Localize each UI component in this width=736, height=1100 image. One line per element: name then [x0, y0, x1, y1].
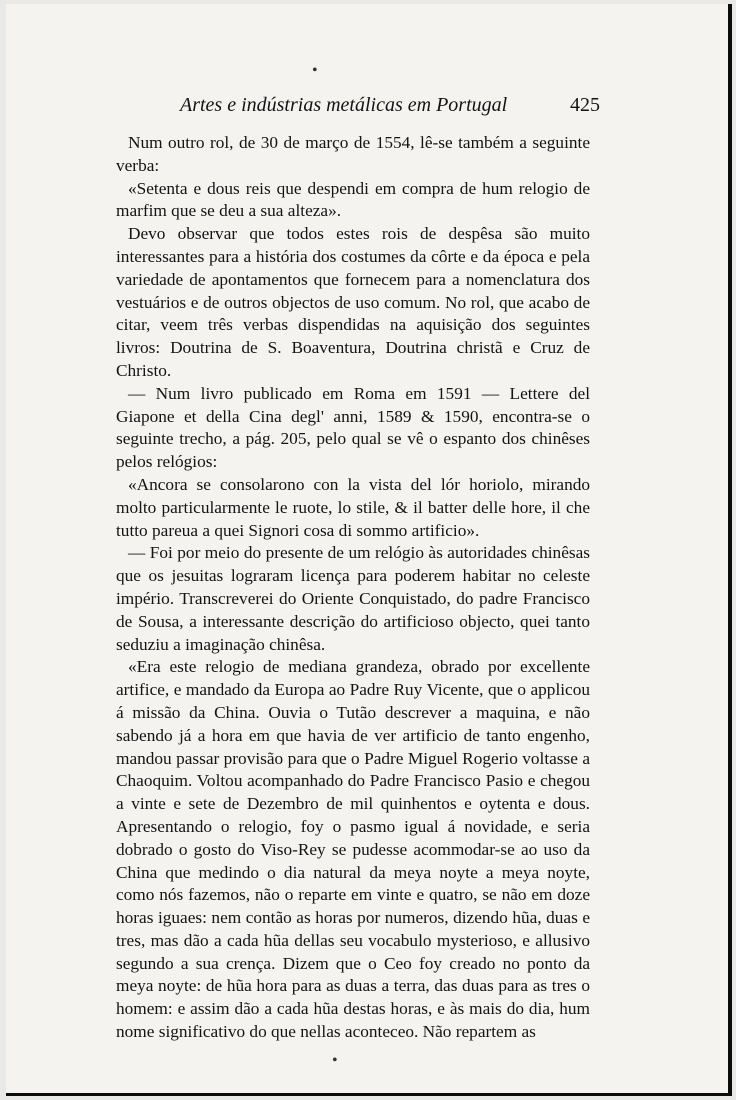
- ornament-dot: •: [312, 62, 318, 79]
- running-header: [180, 92, 600, 118]
- ornament-dot: •: [332, 1052, 338, 1069]
- running-title: Artes e indústrias metálicas em Portugal: [180, 94, 508, 116]
- page-number: 425: [570, 94, 600, 116]
- paragraph: «Era este relogio de mediana grandeza, obrado por excellente artifice, e mandado da Europa ao Padre Ruy Vicente, que o applicou á missão da China. Ouvia o Tutão descrever a maquina, e não sabendo já a hora em que havia de ver artificio de tanto engenho, mandou passar provisão para que o Padre Miguel Rogerio voltasse a Chaoquim. Voltou acompanhado do Padre Francisco Pasio e chegou a vinte e sete de Dezembro de mil quinhentos e oytenta e dous. Apresentando o relogio, foy o pasmo igual á novidade, e seria dobrado o gosto do Viso-Rey se pudesse acommodar-se ao uso da China que medindo o dia natural da meya noyte a meya noyte, como nós fazemos, não o reparte em vinte e quatro, se não em doze horas iguaes: nem contão as horas por numeros, dizendo hũa, duas e tres, mas dão a cada hũa dellas seu vocabulo mysterioso, e allusivo segundo a sua crença. Dizem que o Ceo foy creado no ponto da meya noyte: de hũa hora para as duas a terra, das duas para as tres o homem: e assim dão a cada hũa destas horas, e às mais do dia, hum nome significativo do que nellas aconteceo. Não repartem as: [116, 657, 590, 1042]
- page: [6, 4, 732, 1096]
- body-text: [116, 132, 590, 1044]
- paragraph: — Num livro publicado em Roma em 1591 — Lettere del Giapone et della Cina degl' anni, 1589 & 1590, encontra-se o seguinte trecho, a pág. 205, pelo qual se vê o espanto dos chinêses pelos relógios:: [116, 383, 590, 472]
- paragraph: Num outro rol, de 30 de março de 1554, lê-se também a seguinte verba:: [116, 133, 590, 175]
- paragraph: — Foi por meio do presente de um relógio às autoridades chinêsas que os jesuitas lograram licença para poderem habitar no celeste império. Transcreverei do Oriente Conquistado, do padre Francisco de Sousa, a interessante descrição do artificioso objecto, quei tanto seduziu a imaginação chinêsa.: [116, 543, 590, 654]
- paragraph: «Setenta e dous reis que despendi em compra de hum relogio de marfim que se deu a sua alteza».: [116, 178, 590, 221]
- paragraph: «Ancora se consolarono con la vista del lór horiolo, mirando molto particularmente le ruote, lo stile, & il batter delle hore, il che tutto pareua a quei Signori cosa di sommo artificio».: [116, 474, 590, 540]
- paragraph: Devo observar que todos estes rois de despêsa são muito interessantes para a história dos costumes da côrte e da época e pela variedade de apontamentos que fornecem para a nomenclatura dos vestuários e de outros objectos de uso comum. No rol, que acabo de citar, veem três verbas dispendidas na aquisição dos seguintes livros: Doutrina de S. Boaventura, Doutrina christã e Cruz de Christo.: [116, 224, 590, 380]
